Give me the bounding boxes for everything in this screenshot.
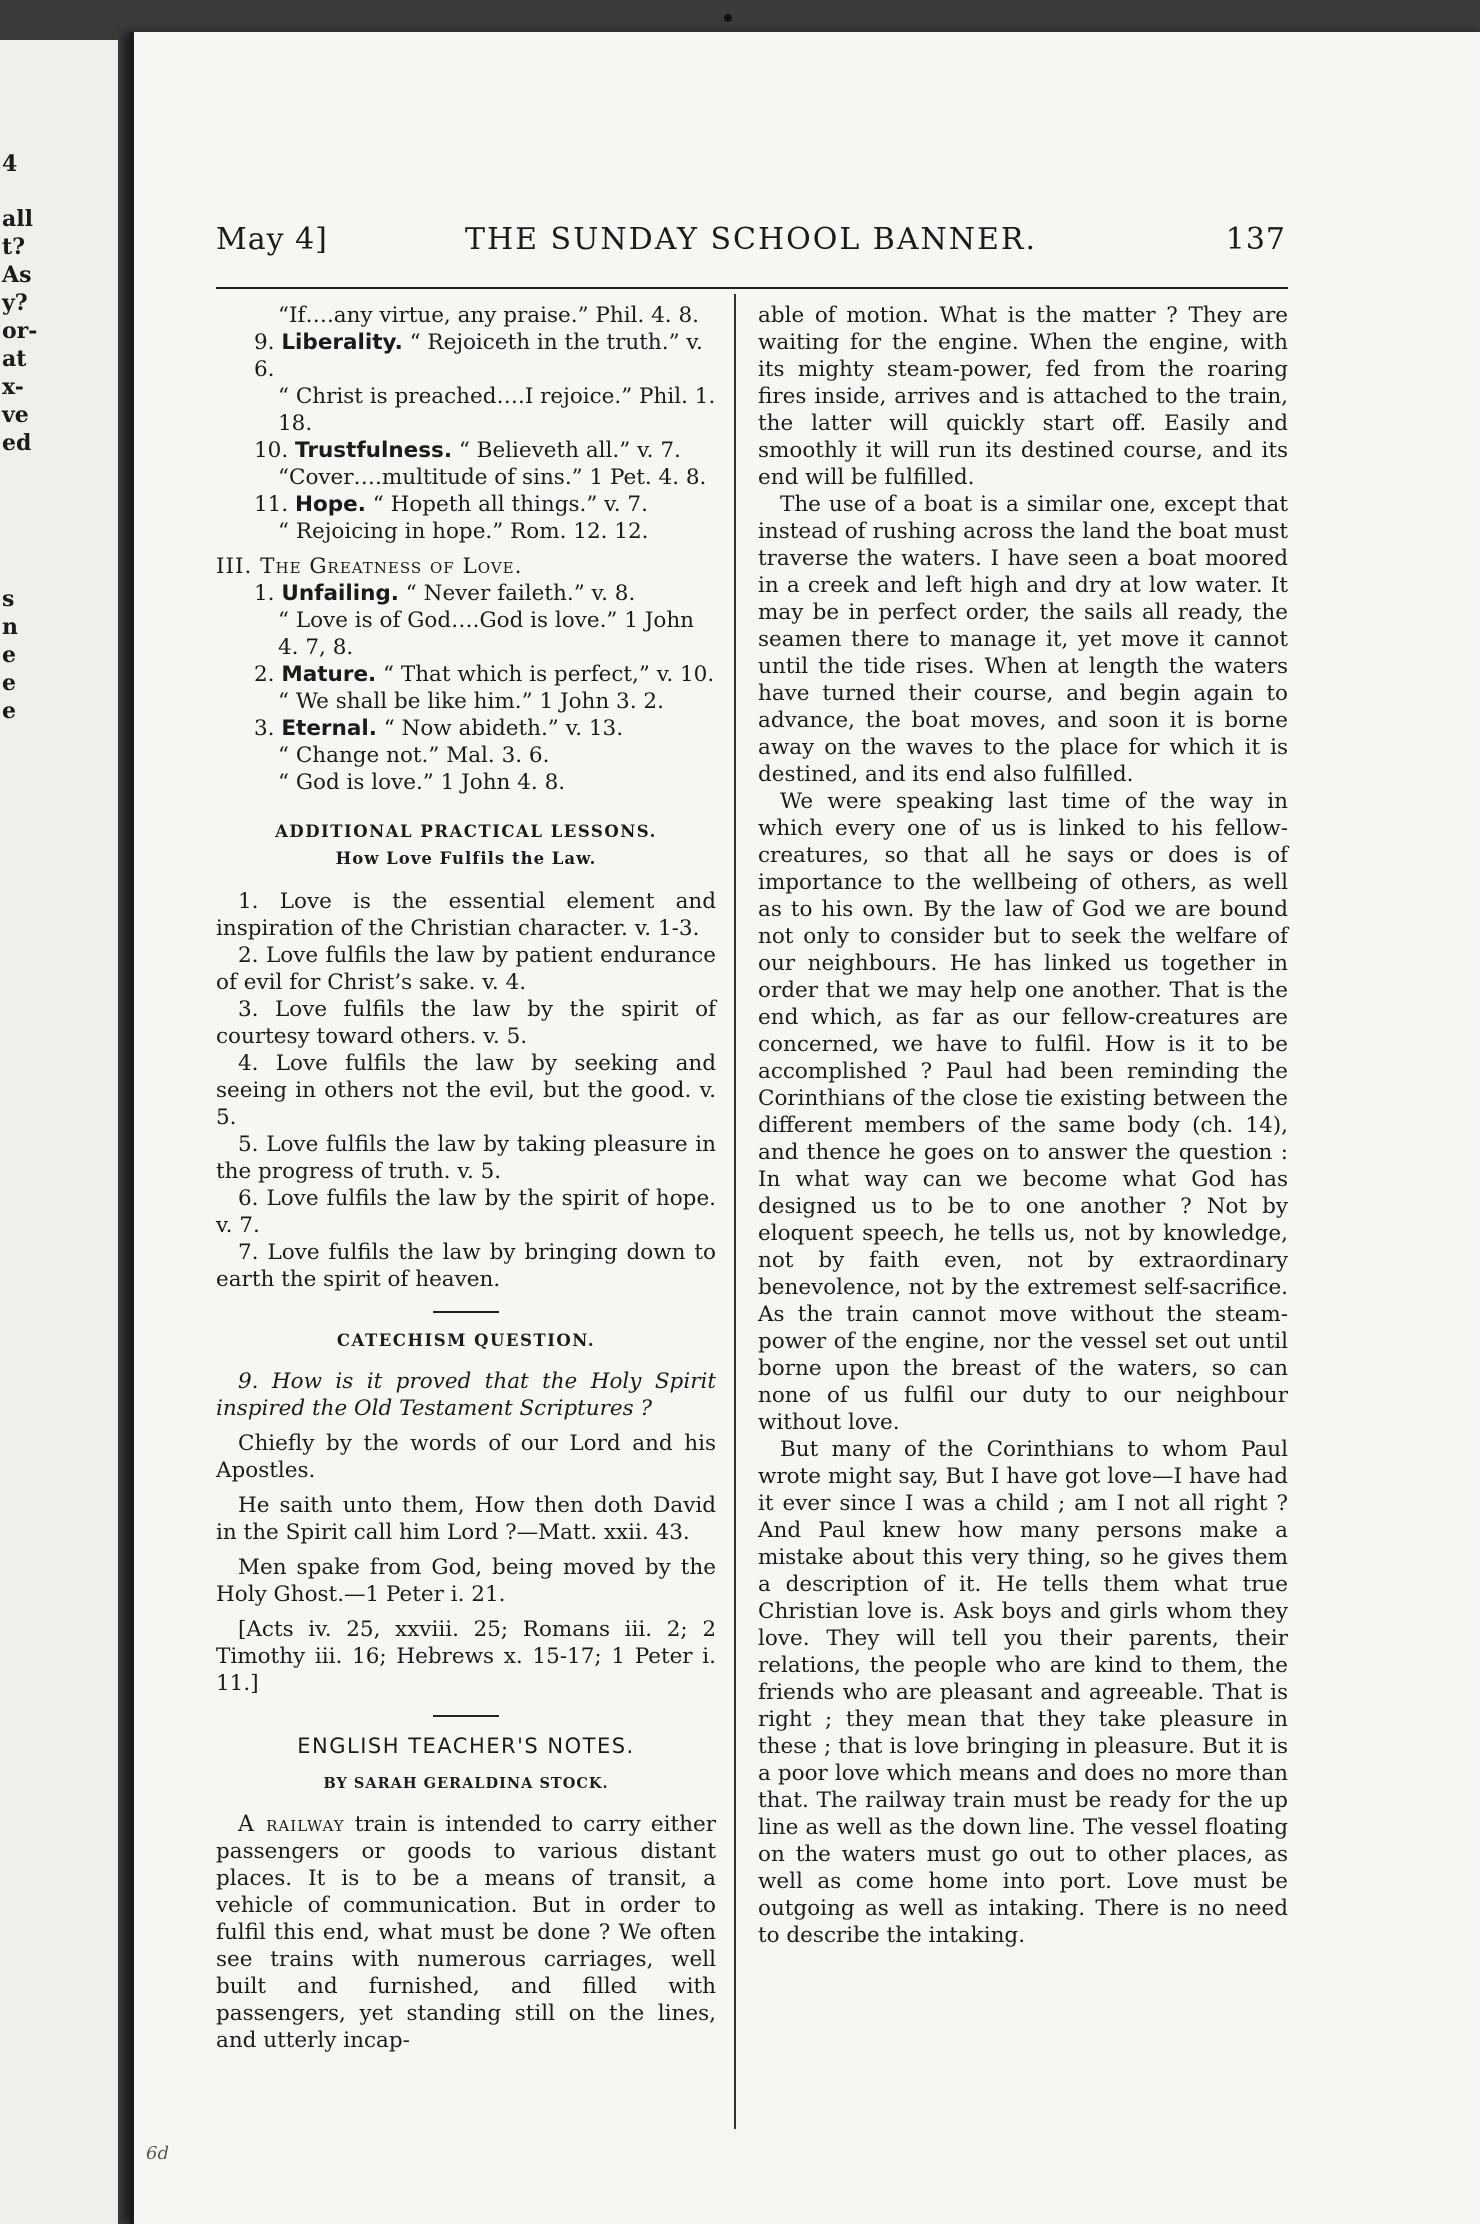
lesson-item: 2. Love fulfils the law by patient endurance of evil for Christ’s sake. v. 4. [216,943,716,995]
item-text: “ Believeth all.” v. 7. [452,438,681,463]
outline-item [216,302,716,329]
column-divider [734,294,736,2129]
notes-title: ENGLISH TEACHER'S NOTES. [297,1734,635,1758]
body-paragraph: But many of the Corinthians to whom Paul wrote might say, But I have got love—I have had it ever since I was a child ; am I not all right ? And Paul knew how many persons make a mistake about this very thing, so he gives them a description of it. He tells them what true Christian love is. Ask boys and girls whom they love. They will tell you their parents, their relations, the people who are kind to them, the friends who are pleasant and agreeable. That is right ; they mean that they take pleasure in these ; that is love bringing in pleasure. But it is a poor love which means and does no more than that. The railway train must be ready for the up line as well as the down line. The vessel floating on the waters must go out to other places, as well as come home into port. Love must be outgoing as well as intaking. There is no need to describe the intaking. [758,1437,1288,1948]
lesson-item: 1. Love is the essential element and inspiration of the Christian character. v. 1-3. [216,889,716,941]
section-rule [433,1311,499,1313]
notes-body [216,1811,716,2054]
item-number: 1. [254,581,282,606]
section-three-list [216,580,716,796]
notes-paragraph [216,1811,716,2054]
catechism-answers [216,1430,716,1697]
item-number: 3. [254,716,282,741]
lesson-item: 3. Love fulfils the law by the spirit of courtesy toward others. v. 5. [216,997,716,1049]
item-citation: “ God is love.” 1 John 4. 8. [278,770,566,795]
outline-item [216,742,716,769]
body-paragraph: able of motion. What is the matter ? They are waiting for the engine. When the engine, with its mighty steam-power, fed from the roaring fires inside, arrives and is attached to the train, the latter will quickly start off. Easily and smoothly it will run its destined course, and its end will be fulfilled. [758,303,1288,490]
outline-item [216,688,716,715]
outline-list [216,302,716,545]
item-name: Mature. [281,662,377,687]
cropped-text-fragment: or- [2,318,38,344]
cropped-text-fragment: e [2,698,16,724]
item-citation: “ Love is of God….God is love.” 1 John 4. 7, 8. [278,608,695,660]
cropped-text-fragment: y? [2,290,28,316]
item-name: Eternal. [281,716,377,741]
item-citation: “ We shall be like him.” 1 John 3. 2. [278,689,664,714]
cropped-text-fragment: at [2,346,27,372]
outline-item [216,383,716,437]
item-name: Trustfulness. [295,438,452,463]
cropped-text-fragment: t? [2,234,26,260]
lesson-item: 7. Love fulfils the law by bringing down to earth the spirit of heaven. [216,1240,716,1292]
item-name: Hope. [295,492,366,517]
cropped-text-fragment: e [2,670,16,696]
body-paragraph: We were speaking last time of the way in which every one of us is linked to his fellow-creatures, so that all he says or does is of importance to the wellbeing of others, as well as to his own. By the law of God we are bound not only to consider but to seek the welfare of our neighbours. He has linked us together in order that we may help one another. That is the end which, as far as our fellow-creatures are concerned, we have to fulfil. How is it to be accomplished ? Paul had been reminding the Corinthians of the close tie existing between the different members of the same body (ch. 14), and thence he goes on to answer the question : In what way can we become what God has designed us to be to one another ? Not by eloquent speech, he tells us, not by knowledge, not by faith even, not by extraordinary benevolence, not by the extremest self-sacrifice. As the train cannot move without the steam-power of the engine, nor the vessel set out until borne upon the breast of the waters, so can none of us fulfil our duty to our neighbour without love. [758,789,1288,1435]
catechism-title: CATECHISM QUESTION. [336,1331,596,1350]
item-text: “ Hopeth all things.” v. 7. [365,492,648,517]
item-name: Unfailing. [281,581,399,606]
item-name: Liberality. [281,330,403,355]
item-text: “ That which is perfect,” v. 10. [376,662,715,687]
cropped-text-fragment: s [2,586,15,612]
outline-item [216,769,716,796]
pencil-margin-note: 6d [146,2143,169,2164]
previous-page-edge [0,40,118,2224]
catechism-question: 9. How is it proved that the Holy Spirit inspired the Old Testament Scriptures ? [216,1369,716,1421]
outline-item [216,491,716,518]
right-column [758,302,1288,1949]
header-rule [216,287,1288,289]
outline-item [216,580,716,607]
lesson-item: 5. Love fulfils the law by taking pleasure in the progress of truth. v. 5. [216,1132,716,1184]
section-rule [433,1715,499,1717]
item-text: “ Now abideth.” v. 13. [376,716,624,741]
lessons-subtitle: How Love Fulfils the Law. [335,849,597,868]
left-column [216,302,716,2054]
notes-lead-caps: A railway [238,1812,345,1837]
catechism-answer: He saith unto them, How then doth David in the Spirit call him Lord ?—Matt. xxii. 43. [216,1493,716,1545]
running-header [216,222,1286,272]
item-number: 2. [254,662,282,687]
cropped-text-fragment: n [2,614,18,640]
ink-speck [724,14,732,22]
notes-byline: BY SARAH GERALDINA STOCK. [323,1775,609,1792]
page-number: 137 [1225,222,1286,257]
cropped-text-fragment: all [2,206,33,232]
catechism-answer: [Acts iv. 25, xxviii. 25; Romans iii. 2; 2 Timothy iii. 16; Hebrews x. 15-17; 1 Peter i. 11.] [216,1617,716,1696]
catechism-block [216,1368,716,1697]
item-number: 10. [254,438,296,463]
outline-item [216,437,716,464]
cropped-text-fragment: ed [2,430,32,456]
catechism-answer: Men spake from God, being moved by the Holy Ghost.—1 Peter i. 21. [216,1555,716,1607]
cropped-text-fragment: x- [2,374,24,400]
item-citation: “ Christ is preached….I rejoice.” Phil. 1. 18. [278,384,716,436]
header-date: May 4] [216,222,328,257]
item-text: “ Never faileth.” v. 8. [398,581,636,606]
outline-item [216,715,716,742]
body-paragraph: The use of a boat is a similar one, except that instead of rushing across the land the boat must traverse the waters. I have seen a boat moored in a creek and left high and dry at low water. It may be in perfect order, the sails all ready, the seamen there to manage it, yet move it cannot until the tide rises. When at length the waters have turned their course, and begin again to advance, the boat moves, and soon it is borne away on the waves to the place for which it is destined, and its end also fulfilled. [758,492,1288,787]
outline-item [216,661,716,688]
book-page [130,32,1480,2224]
lesson-item: 6. Love fulfils the law by the spirit of hope. v. 7. [216,1186,716,1238]
outline-item [216,464,716,491]
lessons-list [216,888,716,1293]
lessons-title: ADDITIONAL PRACTICAL LESSONS. [275,822,657,841]
item-citation: “Cover….multitude of sins.” 1 Pet. 4. 8. [278,465,707,490]
item-citation: “ Rejoicing in hope.” Rom. 12. 12. [278,519,649,544]
outline-item [216,518,716,545]
item-number: 9. [254,330,282,355]
item-number: 11. [254,492,296,517]
cropped-text-fragment: e [2,642,16,668]
cropped-text-fragment: 4 [2,151,18,177]
item-citation: “If….any virtue, any praise.” Phil. 4. 8. [278,303,699,328]
cropped-text-fragment: ve [2,402,29,428]
cropped-text-fragment: As [2,262,32,288]
outline-item [216,329,716,383]
item-citation: “ Change not.” Mal. 3. 6. [278,743,550,768]
section-heading: III. The Greatness of Love. [216,554,523,579]
notes-paragraph-text: train is intended to carry either passengers or goods to various distant places. It is to be a means of transit, a vehicle of communication. But in order to fulfil this end, what must be done ? We often see trains with numerous carriages, well built and furnished, and filled with passengers, yet standing still on the lines, and utterly incap- [216,1812,716,2053]
item-text: “ Rejoiceth in the truth.” v. 6. [254,330,703,382]
lesson-item: 4. Love fulfils the law by seeking and seeing in others not the evil, but the good. v. 5. [216,1051,716,1130]
catechism-answer: Chiefly by the words of our Lord and his Apostles. [216,1431,716,1483]
header-title: THE SUNDAY SCHOOL BANNER. [464,222,1038,257]
outline-item [216,607,716,661]
